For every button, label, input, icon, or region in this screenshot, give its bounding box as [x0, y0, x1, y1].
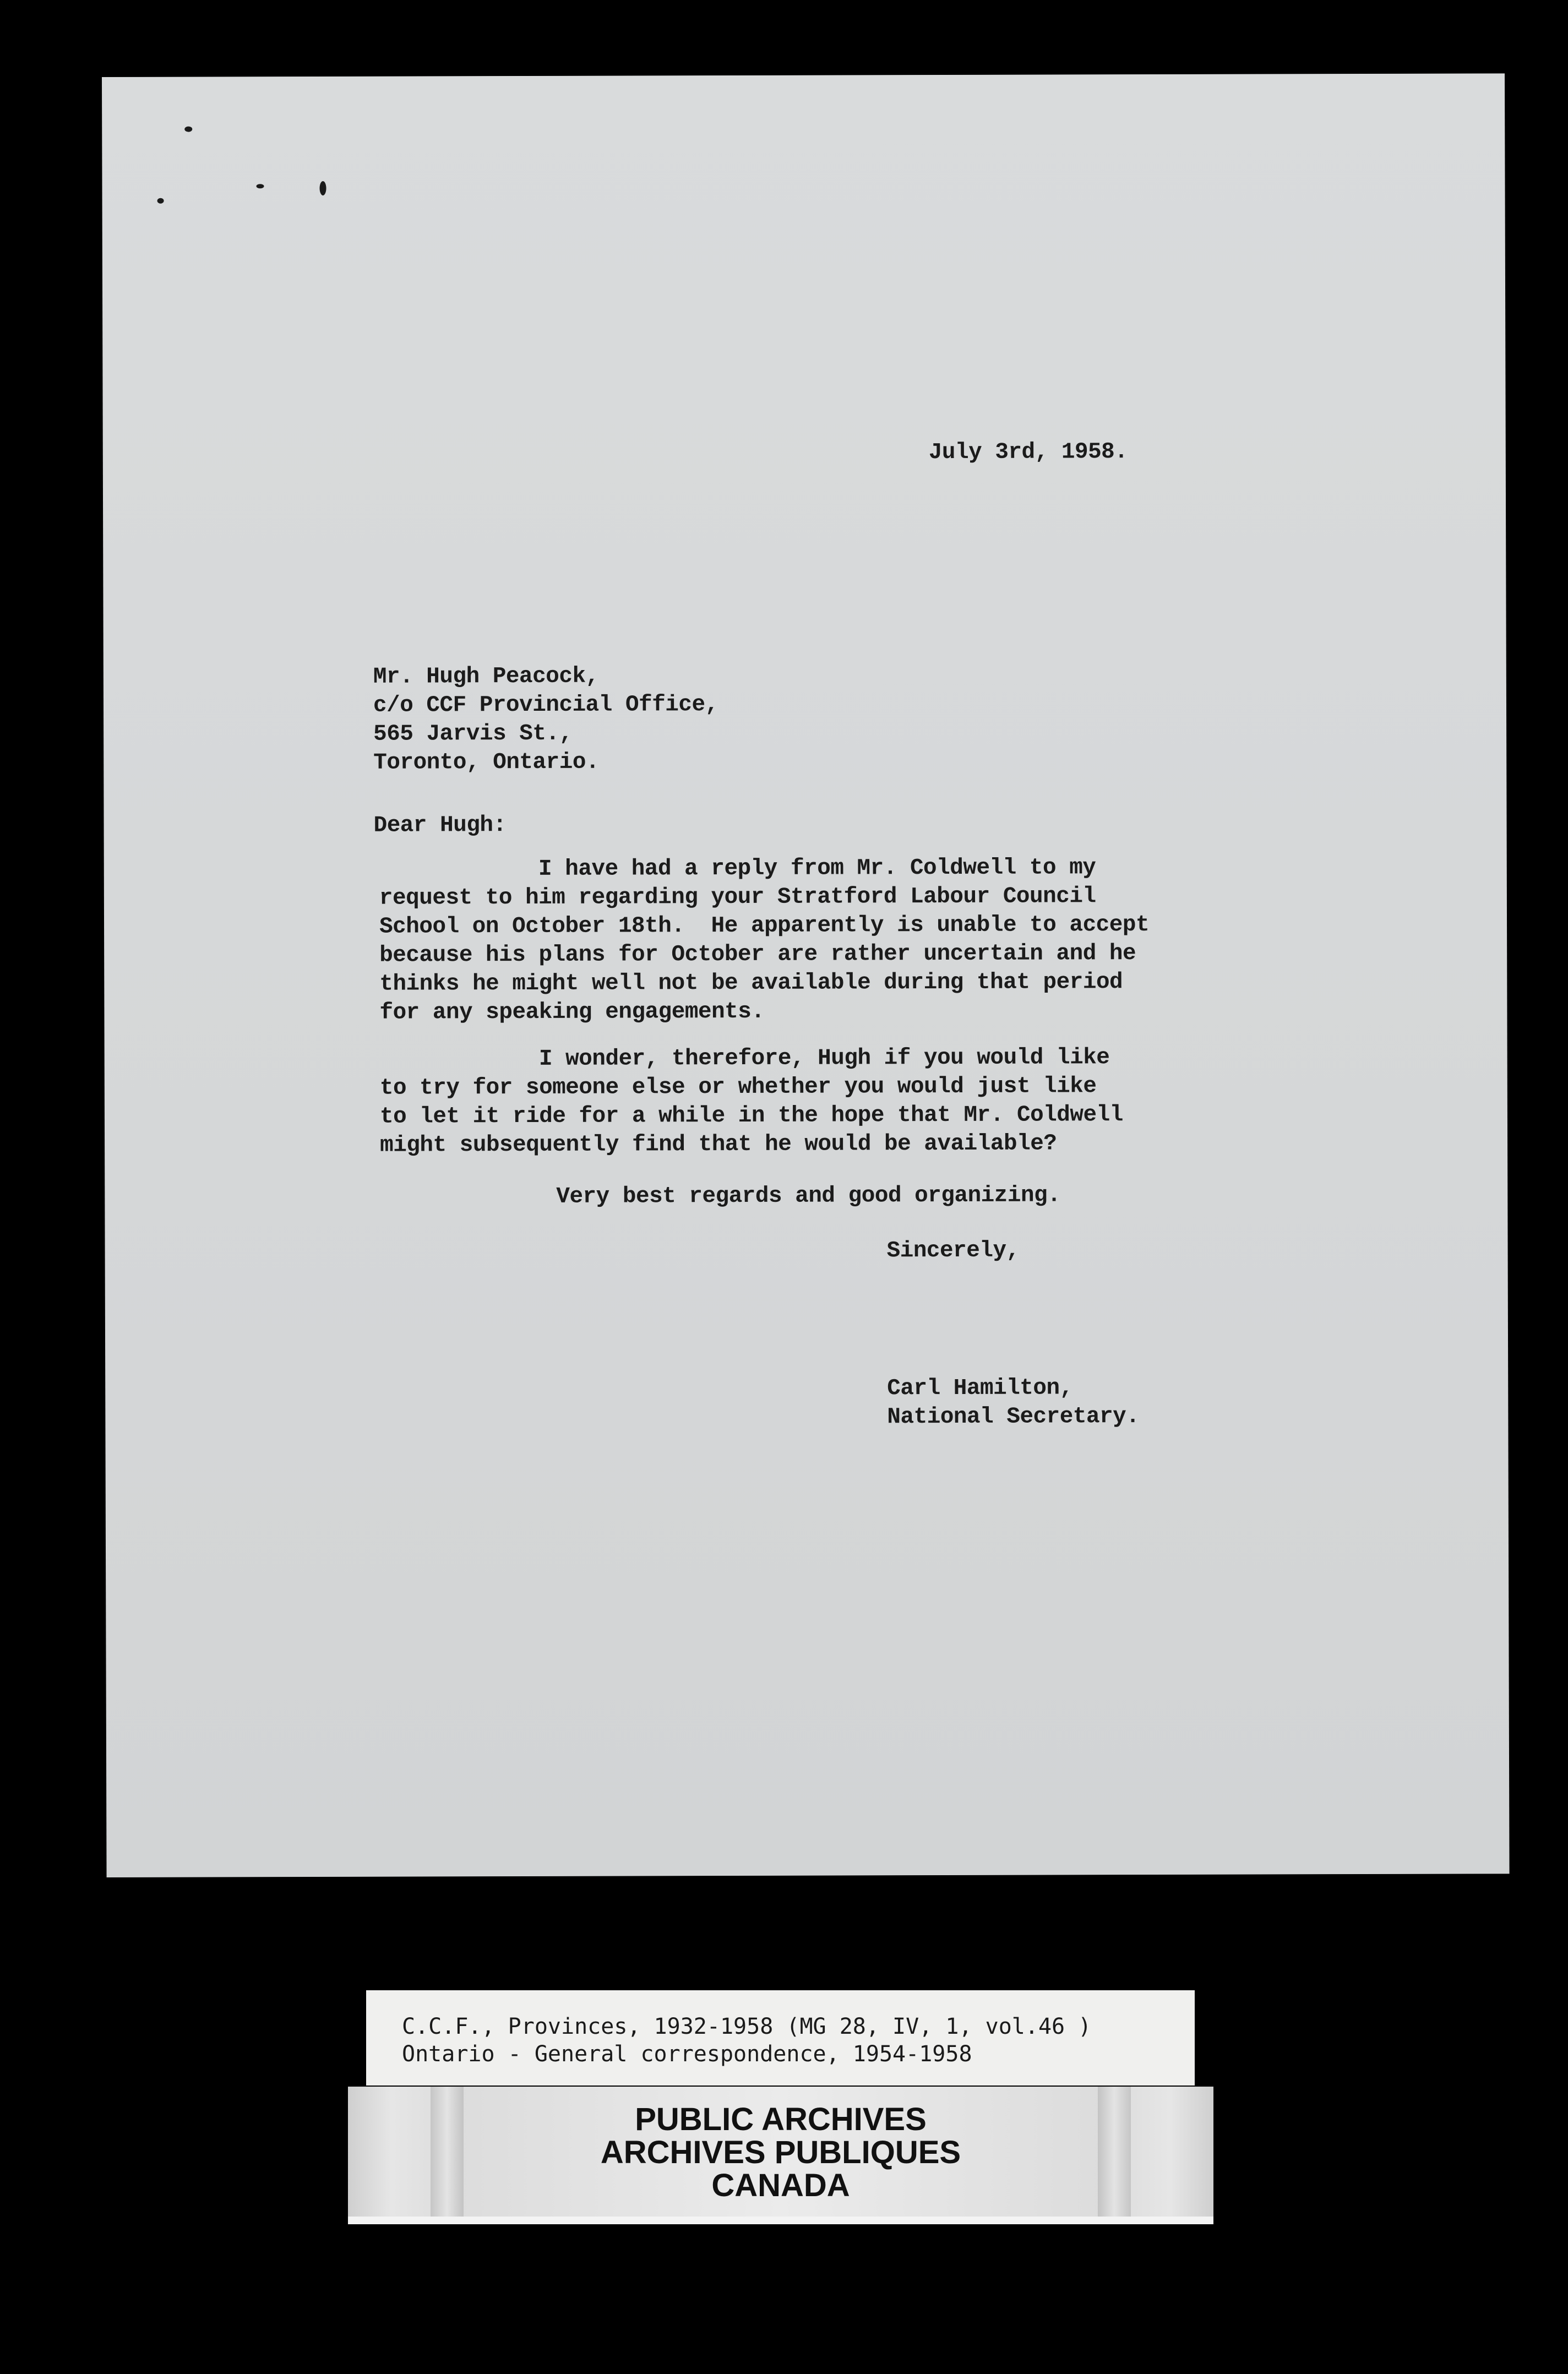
salutation: Dear Hugh:: [373, 813, 507, 838]
punch-mark: [184, 127, 192, 132]
punch-mark: [319, 181, 326, 195]
body-paragraph-1: [379, 853, 1150, 1027]
body-line: might subsequently find that he would be available?: [380, 1131, 1057, 1158]
address-line: Mr. Hugh Peacock,: [373, 663, 599, 690]
signature-title: National Secretary.: [887, 1404, 1140, 1430]
signature-name: Carl Hamilton,: [887, 1375, 1073, 1402]
body-line: I wonder, therefore, Hugh if you would like: [379, 1045, 1110, 1072]
body-line: I have had a reply from Mr. Coldwell to my: [379, 855, 1096, 883]
recipient-address: [373, 662, 718, 777]
stamp-line-2: ARCHIVES PUBLIQUES: [600, 2135, 961, 2170]
body-line: to try for someone else or whether you would just like: [379, 1074, 1097, 1101]
letter-date: July 3rd, 1958.: [928, 439, 1128, 466]
body-line: thinks he might well not be available during that period: [379, 970, 1123, 997]
address-line: Toronto, Ontario.: [373, 749, 600, 776]
archive-label-line-2: Ontario - General correspondence, 1954-1958: [402, 2041, 972, 2067]
body-line: for any speaking engagements.: [379, 999, 765, 1026]
archive-label: [366, 1990, 1195, 2086]
stamp-line-3: CANADA: [711, 2168, 850, 2203]
archives-stamp: [348, 2087, 1213, 2224]
closing: Sincerely,: [886, 1238, 1020, 1264]
stamp-line-1: PUBLIC ARCHIVES: [635, 2101, 927, 2137]
punch-mark: [257, 184, 264, 188]
body-paragraph-2: [380, 1043, 1123, 1160]
address-line: c/o CCF Provincial Office,: [373, 692, 718, 718]
letter-page: [102, 73, 1510, 1877]
closing-regards: Very best regards and good organizing.: [556, 1183, 1061, 1210]
punch-mark: [157, 198, 164, 204]
archive-label-line-1: C.C.F., Provinces, 1932-1958 (MG 28, IV, 1, vol.46 ): [402, 2014, 1092, 2039]
stamp-edge: [348, 2217, 1213, 2224]
body-line: School on October 18th. He apparently is unable to accept: [379, 912, 1150, 940]
body-line: request to him regarding your Stratford Labour Council: [379, 884, 1096, 911]
body-line: to let it ride for a while in the hope that Mr. Coldwell: [379, 1102, 1123, 1130]
body-line: because his plans for October are rather uncertain and he: [379, 941, 1136, 968]
address-line: 565 Jarvis St.,: [373, 721, 573, 747]
signature-block: [887, 1374, 1139, 1431]
